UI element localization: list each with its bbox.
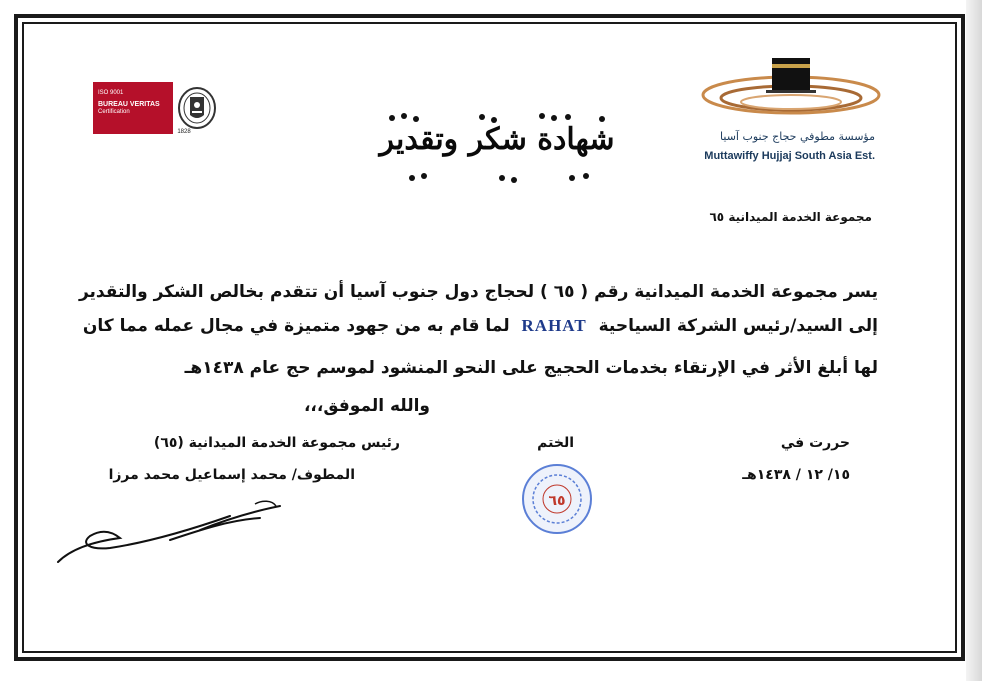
body-line-2-start: إلى السيد/رئيس الشركة السياحية	[598, 316, 878, 336]
kaaba-logo-icon	[696, 50, 886, 120]
scan-edge	[966, 0, 982, 681]
stamp-number: ٦٥	[548, 493, 566, 509]
body-line-1: يسر مجموعة الخدمة الميدانية رقم ( ٦٥ ) لحجاج دول جنوب آسيا أن تتقدم بخالص الشكر والتقدير	[78, 282, 878, 302]
official-stamp-icon	[520, 462, 594, 536]
bv-seal-icon	[173, 82, 221, 134]
bv-year: 1828	[177, 129, 191, 135]
bv-name: BUREAU VERITAS	[98, 101, 160, 108]
seal-label: الختم	[537, 435, 574, 451]
head-name: المطوف/ محمد إسماعيل محمد مرزا	[108, 467, 355, 483]
bureau-veritas-logo	[93, 82, 221, 134]
issued-date: ١٥/ ١٢ / ١٤٣٨هـ	[742, 467, 850, 483]
iso-label: ISO 9001	[98, 90, 124, 96]
group-reference: مجموعة الخدمة الميدانية ٦٥	[709, 210, 872, 224]
body-line-2-end: لما قام به من جهود متميزة في مجال عمله مما كان	[82, 316, 510, 336]
recipient-name: RAHAT	[521, 316, 587, 335]
body-line-2	[70, 316, 878, 336]
certificate-title: شهادة شكر وتقدير	[379, 122, 615, 157]
organization-name-en: Muttawiffy Hujjaj South Asia Est.	[704, 150, 875, 162]
bv-cert: Certification	[98, 109, 130, 115]
issued-label: حررت في	[780, 435, 850, 451]
closing-phrase: والله الموفق،،،	[303, 396, 430, 416]
certificate-title-block	[372, 108, 622, 188]
handwritten-signature	[50, 500, 290, 570]
organization-name-ar: مؤسسة مطوفي حجاج جنوب آسيا	[720, 130, 875, 143]
body-line-3: لها أبلغ الأثر في الإرتقاء بخدمات الحجيج على النحو المنشود لموسم حج عام ١٤٣٨هـ	[184, 358, 878, 378]
head-title: رئيس مجموعة الخدمة الميدانية (٦٥)	[153, 435, 400, 451]
